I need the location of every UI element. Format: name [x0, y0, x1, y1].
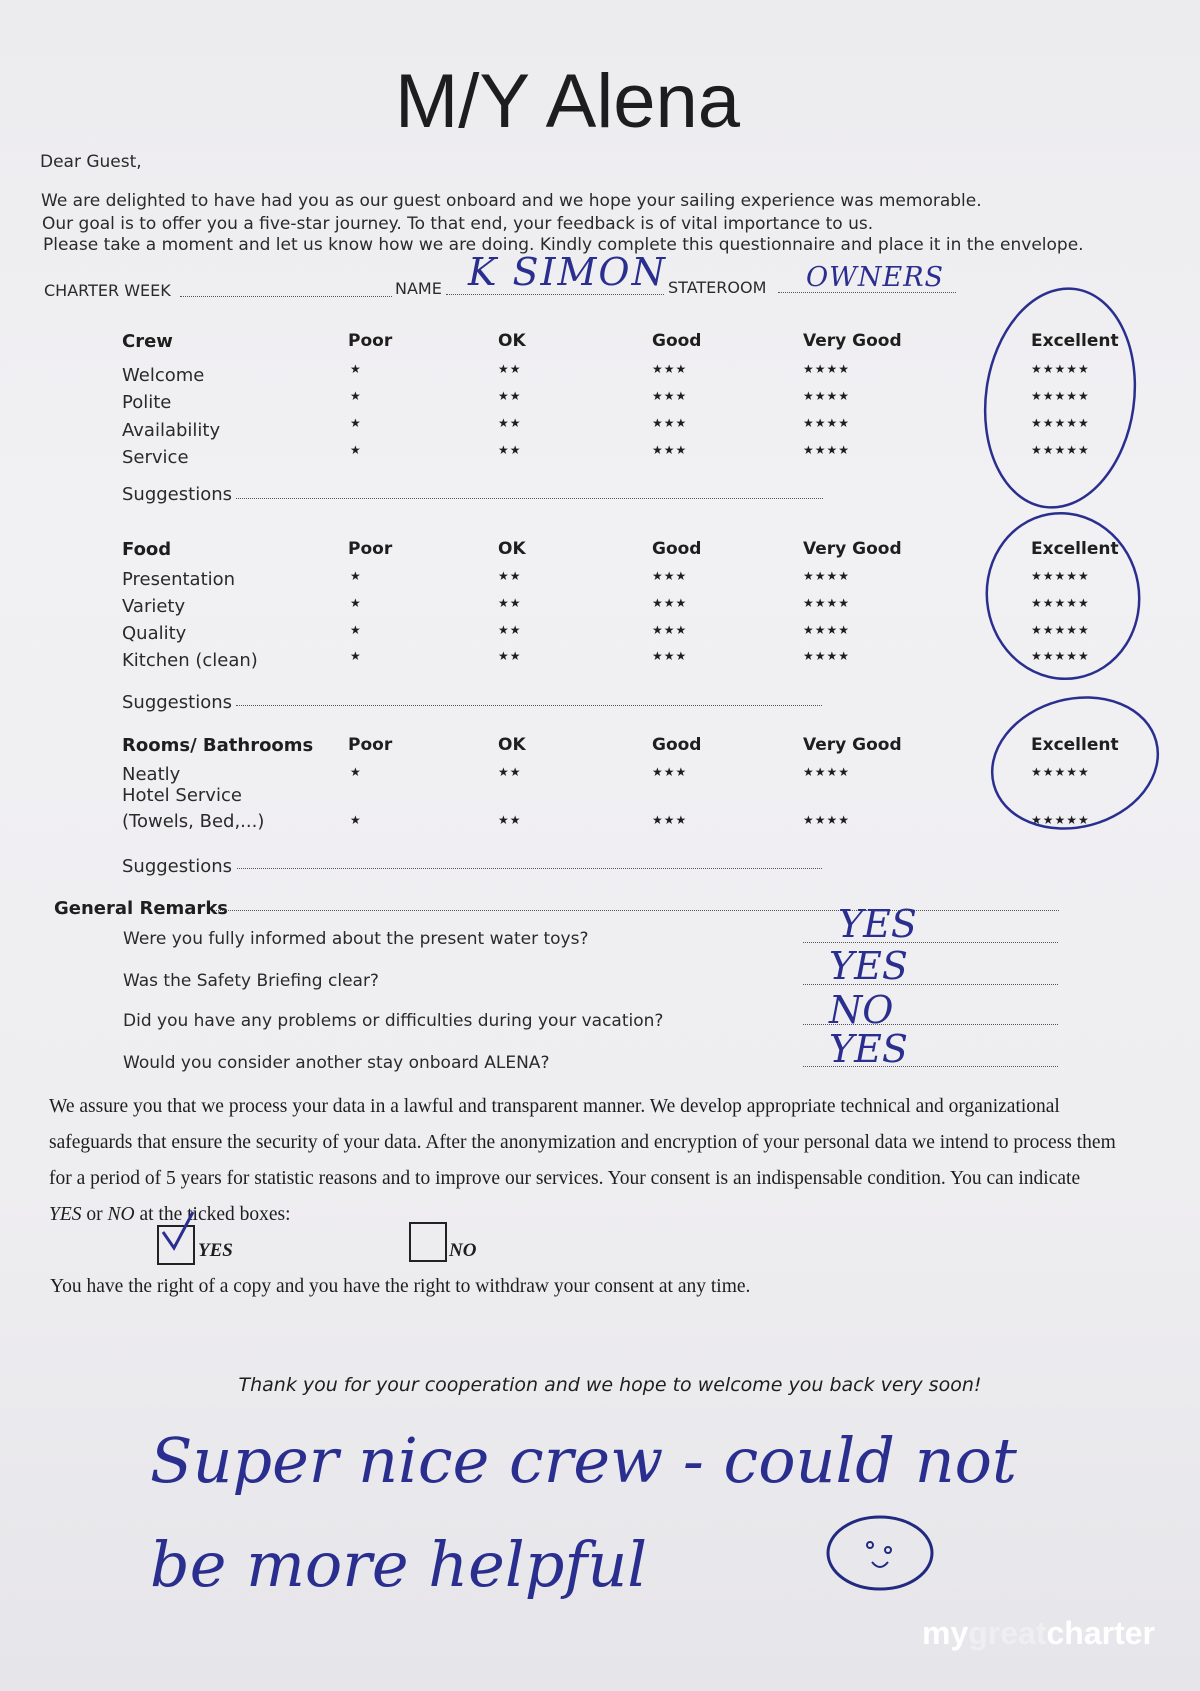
rating-item-label: (Towels, Bed,...) — [122, 811, 265, 832]
suggestions-label: Suggestions — [122, 856, 232, 877]
remark-handwritten-answer: NO — [829, 988, 894, 1032]
remark-question: Was the Safety Briefing clear? — [123, 971, 379, 991]
rating-item-label: Hotel Service — [122, 785, 242, 806]
stateroom-label: STATEROOM — [668, 278, 767, 297]
rating-column-header: Very Good — [803, 539, 902, 559]
section-title: Crew — [122, 331, 173, 352]
section-title: Rooms/ Bathrooms — [122, 735, 314, 756]
rating-stars-option[interactable]: ★★★★★ — [1031, 362, 1090, 376]
rating-stars-option[interactable]: ★★★★★ — [1031, 389, 1090, 403]
rating-item-label: Service — [122, 447, 189, 468]
stateroom-handwritten-value: OWNERS — [806, 262, 945, 293]
rating-stars-option[interactable]: ★ — [350, 649, 362, 663]
rating-stars-option[interactable]: ★★★★★ — [1031, 649, 1090, 663]
rating-stars-option[interactable]: ★★★★ — [803, 623, 851, 637]
rating-column-header: Poor — [348, 539, 393, 559]
rating-stars-option[interactable]: ★★★★ — [803, 569, 851, 583]
rating-stars-option[interactable]: ★★★★★ — [1031, 596, 1090, 610]
rating-stars-option[interactable]: ★★★★★ — [1031, 569, 1090, 583]
rating-stars-option[interactable]: ★ — [350, 416, 362, 430]
handwritten-note-line-2: be more helpful — [150, 1528, 648, 1601]
intro-line-3: Please take a moment and let us know how we are doing. Kindly complete this questionnaire and place it in the envelope. — [43, 235, 1084, 255]
rating-column-header: Poor — [348, 735, 393, 755]
remark-question: Would you consider another stay onboard ALENA? — [123, 1053, 550, 1073]
rating-column-header: Excellent — [1031, 735, 1119, 755]
rating-column-header: Good — [652, 735, 702, 755]
rating-stars-option[interactable]: ★★★★ — [803, 389, 851, 403]
rating-stars-option[interactable]: ★★★★ — [803, 813, 851, 827]
consent-yes-label: YES — [198, 1240, 233, 1261]
consent-line-4: YES or NO at the ticked boxes: — [49, 1204, 291, 1225]
rating-stars-option[interactable]: ★★ — [498, 813, 522, 827]
remark-question: Did you have any problems or difficulties during your vacation? — [123, 1011, 664, 1031]
rating-item-label: Presentation — [122, 569, 236, 590]
rating-stars-option[interactable]: ★★★★★ — [1031, 813, 1090, 827]
rating-stars-option[interactable]: ★★★ — [652, 362, 688, 376]
name-label: NAME — [395, 279, 442, 298]
rating-stars-option[interactable]: ★★ — [498, 649, 522, 663]
rating-stars-option[interactable]: ★ — [350, 813, 362, 827]
consent-line-1: We assure you that we process your data in a lawful and transparent manner. We develop appropriate technical and organizational — [49, 1096, 1060, 1117]
rating-stars-option[interactable]: ★★ — [498, 569, 522, 583]
rating-stars-option[interactable]: ★ — [350, 596, 362, 610]
thanks-message: Thank you for your cooperation and we hope to welcome you back very soon! — [238, 1374, 982, 1396]
check-mark-icon — [163, 1212, 193, 1248]
rating-column-header: Very Good — [803, 735, 902, 755]
rating-stars-option[interactable]: ★★★ — [652, 416, 688, 430]
rating-column-header: Very Good — [803, 331, 902, 351]
consent-line-3: for a period of 5 years for statistic reasons and to improve our services. Your consent is an indispensable condition. You can indicate — [49, 1168, 1081, 1189]
rating-stars-option[interactable]: ★★ — [498, 362, 522, 376]
rating-stars-option[interactable]: ★★★★ — [803, 443, 851, 457]
rating-stars-option[interactable]: ★★★ — [652, 813, 688, 827]
name-handwritten-value: K SIMON — [468, 250, 667, 294]
rating-column-header: OK — [498, 539, 526, 559]
suggestions-label: Suggestions — [122, 692, 232, 713]
rating-item-label: Quality — [122, 623, 187, 644]
rating-stars-option[interactable]: ★★★ — [652, 623, 688, 637]
consent-rights: You have the right of a copy and you have the right to withdraw your consent at any time. — [50, 1276, 751, 1297]
rating-stars-option[interactable]: ★★★★★ — [1031, 416, 1090, 430]
intro-line-1: We are delighted to have had you as our guest onboard and we hope your sailing experience was memorable. — [41, 191, 982, 211]
rating-stars-option[interactable]: ★★★★ — [803, 596, 851, 610]
excellent-circle-rooms — [977, 679, 1172, 846]
rating-stars-option[interactable]: ★★★ — [652, 765, 688, 779]
remark-question: Were you fully informed about the present water toys? — [123, 929, 589, 949]
section-title: Food — [122, 539, 172, 560]
rating-column-header: Excellent — [1031, 331, 1119, 351]
general-remarks-label: General Remarks — [54, 898, 228, 919]
remark-handwritten-answer: YES — [838, 902, 917, 946]
rating-stars-option[interactable]: ★★★ — [652, 389, 688, 403]
rating-stars-option[interactable]: ★★★★ — [803, 765, 851, 779]
rating-stars-option[interactable]: ★★ — [498, 596, 522, 610]
rating-stars-option[interactable]: ★★★ — [652, 569, 688, 583]
rating-stars-option[interactable]: ★★ — [498, 765, 522, 779]
excellent-circle-food — [974, 501, 1153, 691]
rating-column-header: OK — [498, 331, 526, 351]
rating-item-label: Kitchen (clean) — [122, 650, 258, 671]
rating-column-header: OK — [498, 735, 526, 755]
rating-stars-option[interactable]: ★★★★ — [803, 416, 851, 430]
rating-item-label: Polite — [122, 392, 172, 413]
rating-stars-option[interactable]: ★★★★ — [803, 362, 851, 376]
charter-week-label: CHARTER WEEK — [44, 281, 171, 300]
rating-stars-option[interactable]: ★★ — [498, 443, 522, 457]
rating-stars-option[interactable]: ★★★★★ — [1031, 765, 1090, 779]
consent-line-2: safeguards that ensure the security of your data. After the anonymization and encryption of your personal data we intend to process them — [49, 1132, 1116, 1153]
greeting: Dear Guest, — [40, 152, 142, 172]
rating-stars-option[interactable]: ★ — [350, 389, 362, 403]
rating-item-label: Neatly — [122, 764, 181, 785]
suggestions-label: Suggestions — [122, 484, 232, 505]
watermark-logo: mygreatcharter — [922, 1615, 1155, 1651]
rating-stars-option[interactable]: ★★ — [498, 416, 522, 430]
excellent-circle-crew — [971, 279, 1148, 517]
handwritten-note-line-1: Super nice crew - could not — [150, 1424, 1017, 1497]
rating-item-label: Availability — [122, 420, 221, 441]
smiley-face-icon — [828, 1517, 932, 1589]
rating-stars-option[interactable]: ★ — [350, 569, 362, 583]
rating-stars-option[interactable]: ★ — [350, 623, 362, 637]
rating-stars-option[interactable]: ★★★ — [652, 649, 688, 663]
remark-handwritten-answer: YES — [829, 944, 908, 988]
rating-stars-option[interactable]: ★★★★★ — [1031, 623, 1090, 637]
rating-stars-option[interactable]: ★ — [350, 443, 362, 457]
rating-stars-option[interactable]: ★★ — [498, 623, 522, 637]
rating-item-label: Welcome — [122, 365, 205, 386]
rating-column-header: Poor — [348, 331, 393, 351]
intro-line-2: Our goal is to offer you a five-star journey. To that end, your feedback is of vital importance to us. — [42, 214, 874, 234]
page-title: M/Y Alena — [394, 59, 741, 144]
rating-stars-option[interactable]: ★★★ — [652, 443, 688, 457]
rating-column-header: Good — [652, 331, 702, 351]
rating-stars-option[interactable]: ★★★★ — [803, 649, 851, 663]
rating-item-label: Variety — [122, 596, 186, 617]
rating-stars-option[interactable]: ★★ — [498, 389, 522, 403]
rating-column-header: Excellent — [1031, 539, 1119, 559]
rating-stars-option[interactable]: ★ — [350, 362, 362, 376]
rating-column-header: Good — [652, 539, 702, 559]
rating-stars-option[interactable]: ★★★★★ — [1031, 443, 1090, 457]
rating-stars-option[interactable]: ★★★ — [652, 596, 688, 610]
remark-handwritten-answer: YES — [829, 1027, 908, 1071]
rating-stars-option[interactable]: ★ — [350, 765, 362, 779]
consent-no-label: NO — [449, 1240, 477, 1261]
